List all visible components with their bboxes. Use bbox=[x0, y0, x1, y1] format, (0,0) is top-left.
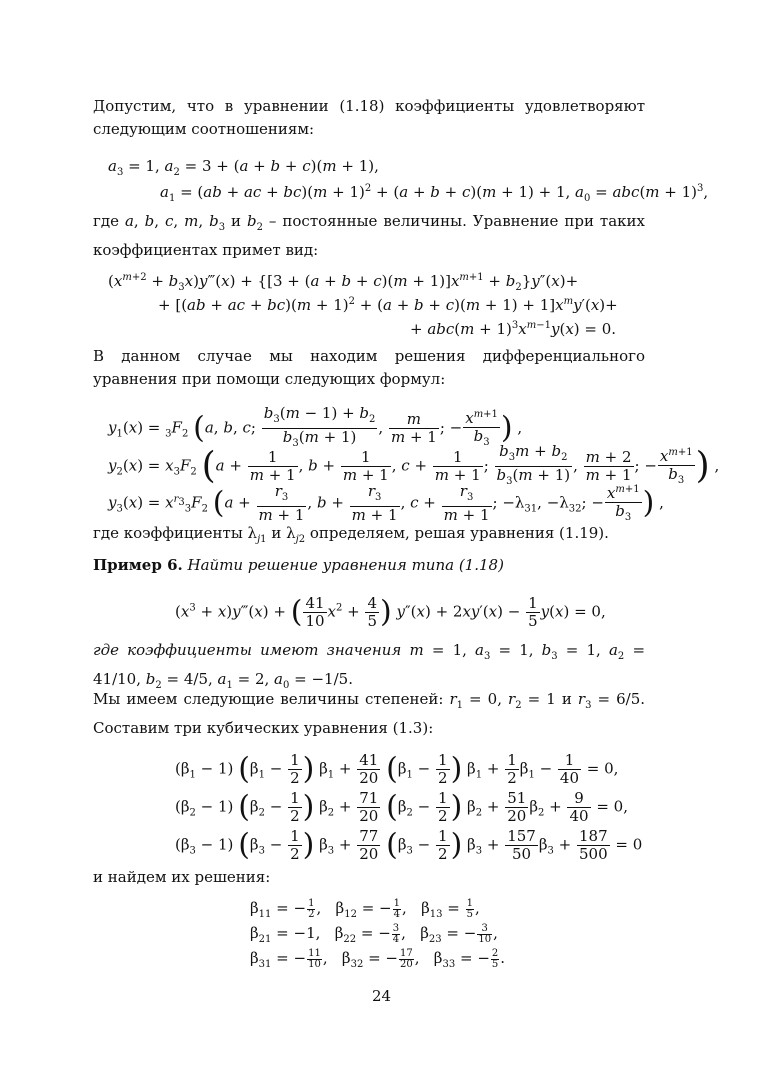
equation-coef-line2: $a_1 = (ab$ + ac + $bc)(m + 1)^2 + (a + b + c)(m + 1) + 1$, $a_0 = abc(m + 1)^3$, bbox=[160, 183, 709, 204]
example-text: Найти решение уравнения типа (1.18) bbox=[187, 556, 504, 574]
paragraph-example-values: где коэффициенты имеют значения m = 1, $a_3 = 1$, $b_3 = 1$, $a_2 = 41/10$, $b_2 = 4/5$, $a_1 = 2$, $a_0 = -1/5$. bbox=[93, 641, 646, 691]
equation-roots-3: $\beta_{31}$ = − $\frac{11}{10}$ , $\beta_{32}$ = − $\frac{17}{20}$ , $\beta_{33}$ = − $\frac{2}{5}$ . bbox=[250, 947, 506, 970]
paragraph-constants: где a, b, c, m, $b_3$ и $b_2$ – постоянные величины. Уравнение при таких коэффициентах примет вид: bbox=[93, 212, 645, 259]
paragraph-roots-intro: и найдем их решения: bbox=[93, 868, 271, 886]
equation-y1: $y_1(x) = _3F_2$ (a, b, c; $\frac{b_3(m - 1) + b_2}{b_3(m + 1)}$ , $\frac{m}{m + 1}$ ; − $\frac{x^{m+1}}{b_3}$ ) , bbox=[108, 405, 522, 452]
paragraph-solutions-intro: В данном случае мы находим решения дифференциального уравнения при помощи следующих формул: bbox=[93, 347, 645, 388]
equation-y2: $y_2(x) = x_3F_2$ (a + $\frac{1}{m + 1}$ , b + $\frac{1}{m + 1}$ , c + $\frac{1}{m + 1}$ ; $\frac{b_3m + b_2}{b_3(m + 1)}$ , $\frac{m + 2}{m + 1}$ ; − $\frac{x^{m+1}}{b_3}$ ) , bbox=[108, 443, 719, 490]
page-number: 24 bbox=[371, 987, 392, 1005]
paragraph-lambda: где коэффициенты $\lambda_{j1}$ и $\lambda_{j2}$ определяем, решая уравнения (1.19). bbox=[93, 524, 609, 545]
equation-de-line3: + $abc(m + 1)^3x^{m-1}y(x) = 0$. bbox=[410, 320, 617, 338]
equation-roots-2: $\beta_{21} = -1$, $\beta_{22}$ = − $\frac{3}{4}$ , $\beta_{23}$ = − $\frac{3}{10}$ , bbox=[250, 922, 498, 945]
equation-y3: $y_3(x) = x^{r_3}_3F_2$ (a + $\frac{r_3}{m + 1}$ , b + $\frac{r_3}{m + 1}$ , c + $\frac{r_3}{m + 1}$ ; $-\lambda_{31}$, $-\lambda_{32}$; − $\frac{x^{m+1}}{b_3}$ ) , bbox=[108, 482, 664, 524]
equation-example: ($x^3$ + x)y‴(x) + ( $\frac{41}{10}$ $x^2$ + $\frac{4}{5}$ ) y″(x) + 2xy′(x) − $\frac{1}{5}$ y(x) = 0, bbox=[175, 594, 606, 630]
paragraph-degrees: Мы имеем следующие величины степеней: $r_1 = 0$, $r_2 = 1$ и $r_3 = 6/5$. Составим три кубических уравнения (1.3): bbox=[93, 690, 646, 737]
equation-roots-1: $\beta_{11}$ = − $\frac{1}{2}$ , $\beta_{12}$ = − $\frac{1}{4}$ , $\beta_{13}$ = $\frac{1}{5}$ , bbox=[250, 897, 480, 920]
equation-cubic3: $(\beta_3 - 1) (\beta_3$ − $\frac{1}{2}$ ) $\beta_3$ + $\frac{77}{20}$ ($\beta_3$ − $\frac{1}{2}$ ) $\beta_3$ + $\frac{157}{50}$ $\beta_3$ + $\frac{187}{500}$ = 0 bbox=[175, 827, 643, 863]
equation-cubic2: $(\beta_2 - 1) (\beta_2$ − $\frac{1}{2}$ ) $\beta_2$ + $\frac{71}{20}$ ($\beta_2$ − $\frac{1}{2}$ ) $\beta_2$ + $\frac{51}{20}$ $\beta_2$ + $\frac{9}{40}$ = 0, bbox=[175, 789, 628, 825]
equation-coef-line1: $a_3 = 1$, $a_2 = 3 + (a + b + c)(m + 1)$, bbox=[108, 157, 379, 178]
equation-cubic1: $(\beta_1 - 1) (\beta_1$ − $\frac{1}{2}$ ) $\beta_1$ + $\frac{41}{20}$ ($\beta_1$ − $\frac{1}{2}$ ) $\beta_1$ + $\frac{1}{2}$ $\beta_1$ − $\frac{1}{40}$ = 0, bbox=[175, 751, 619, 787]
equation-de-line2: + [(ab + ac + $bc)(m + 1)^2 + (a + b + c)(m + 1) + 1]x^my'(x)+$ bbox=[158, 296, 618, 314]
example-heading bbox=[93, 554, 645, 577]
equation-de-line1: ($x^{m+2}$ + $b_3x)y‴(x) + \{[3 + (a + b + c)(m + 1)]x^{m+1} + b_2\}y''(x)+$ bbox=[108, 272, 579, 293]
example-label: Пример 6. bbox=[93, 556, 183, 574]
paragraph-intro: Допустим, что в уравнении (1.18) коэффициенты удовлетворяют следующим соотношениям: bbox=[93, 97, 645, 138]
